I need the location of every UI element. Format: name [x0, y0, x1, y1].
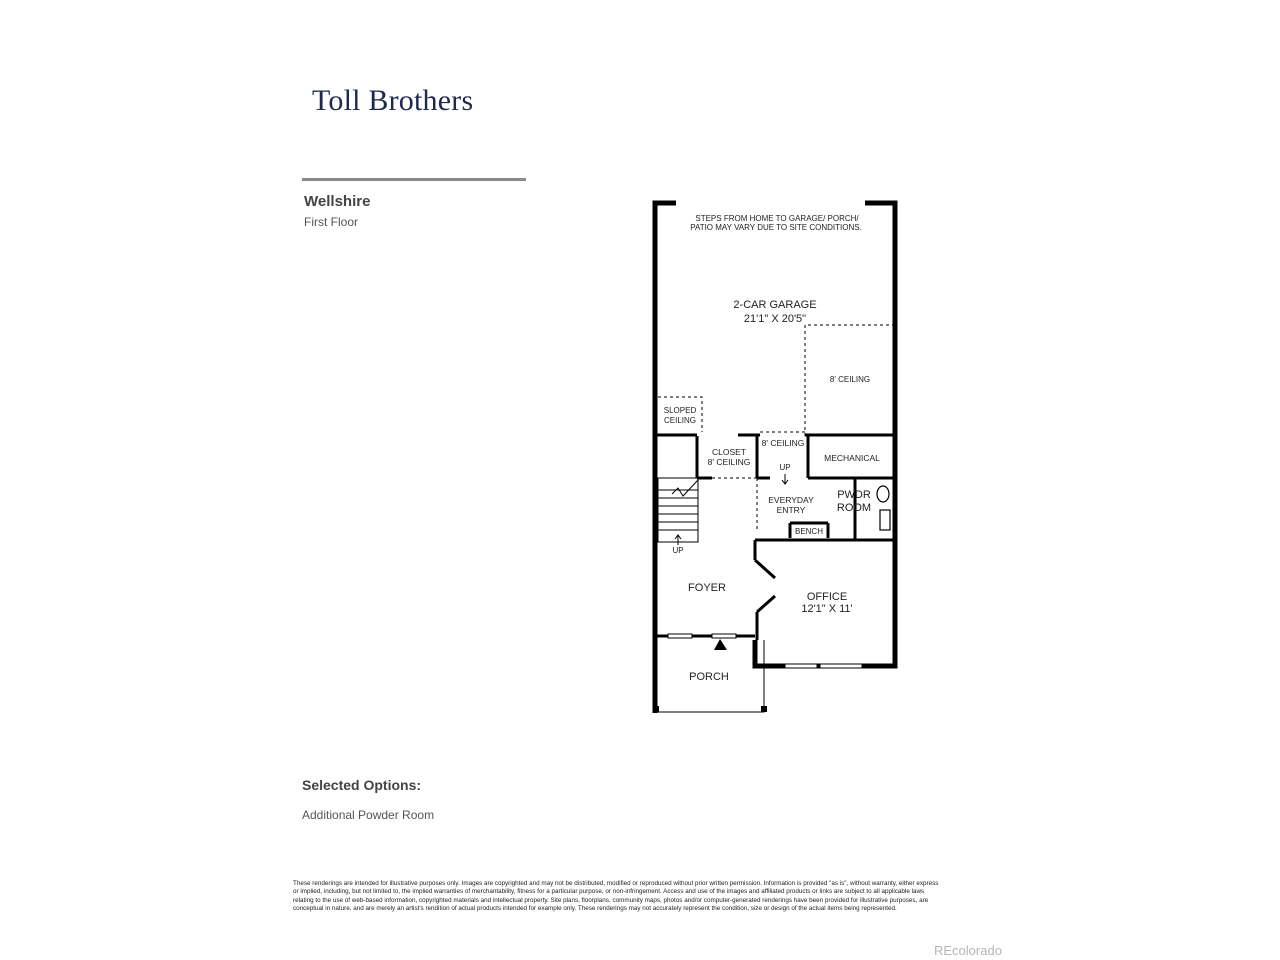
everyday-entry-line-2: ENTRY	[776, 505, 806, 515]
closet-label-line-2: 8' CEILING	[707, 457, 751, 467]
powder-room-line-2: ROOM	[836, 502, 872, 514]
porch-post	[653, 706, 659, 712]
bench-label: BENCH	[794, 527, 824, 536]
legal-disclaimer: These renderings are intended for illustrative purposes only. Images are copyrighted and may not be distributed, modified or reproduced without prior written permission. Information is provided "as is", without warranty, either express or implied, including, but not limited to, the implied warranties of merchantability, fitness for a particular purpose, or non-infringement. Access and use of the images and affiliated products or links are subject to all applicable laws relating to the use of web-based information, copyrighted materials and intellectual property. Site plans, floorplans, community maps, photos and/or computer-generated renderings have been provided for illustrative purposes, are conceptual in nature, and are merely an artist's rendition of actual products intended for example only. These renderings may not accurately represent the condition, size or design of the actual items being represented.	[293, 880, 939, 913]
sloped-ceiling-line-1: SLOPED	[663, 406, 697, 415]
floor-label: First Floor	[304, 215, 358, 229]
garage-label: 2-CAR GARAGE	[733, 299, 817, 311]
closet-label-line-1: CLOSET	[711, 447, 747, 457]
porch-post	[761, 706, 767, 712]
garage-dims: 21'1" X 20'5"	[743, 313, 807, 325]
sloped-ceiling-line-2: CEILING	[663, 416, 697, 425]
interior-walls	[655, 435, 895, 640]
plan-note-line-2: PATIO MAY VARY DUE TO SITE CONDITIONS.	[690, 223, 862, 232]
mechanical-label: MECHANICAL	[824, 453, 880, 463]
entry-up-label: UP	[779, 463, 791, 472]
stairs-up-label: UP	[672, 546, 684, 555]
entry-arrow	[782, 474, 788, 484]
garage-ceiling-label: 8' CEILING	[829, 375, 871, 384]
office-dims: 12'1" X 11'	[801, 603, 853, 615]
office-label: OFFICE	[806, 591, 848, 603]
watermark: REcolorado	[934, 943, 1002, 958]
porch-label: PORCH	[689, 671, 729, 683]
toilet-icon	[877, 486, 890, 530]
brand-logo: Toll Brothers	[312, 84, 474, 117]
everyday-entry-line-1: EVERYDAY	[768, 495, 814, 505]
stairs	[658, 478, 698, 545]
windows	[668, 634, 862, 668]
entry-ceiling-label: 8' CEILING	[761, 438, 805, 448]
selected-option-item: Additional Powder Room	[302, 808, 435, 822]
model-name: Wellshire	[304, 193, 371, 210]
front-door-arrow	[714, 639, 727, 650]
powder-room-line-1: PWDR	[837, 489, 871, 501]
foyer-label: FOYER	[688, 582, 726, 594]
plan-note-line-1: STEPS FROM HOME TO GARAGE/ PORCH/	[695, 214, 859, 223]
selected-options-heading: Selected Options:	[302, 777, 422, 793]
